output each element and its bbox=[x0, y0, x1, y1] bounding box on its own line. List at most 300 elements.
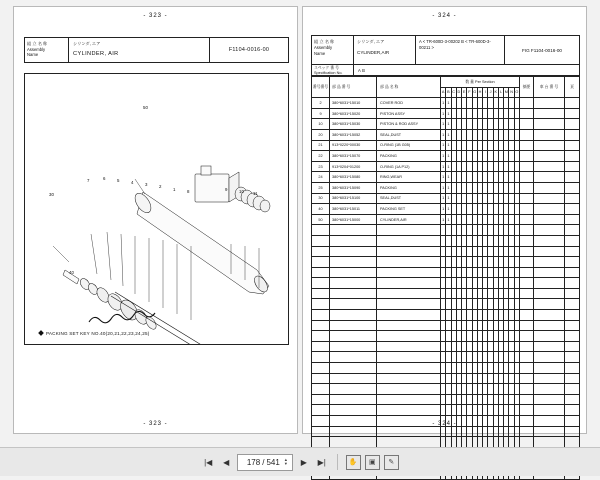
header-remarks: 摘要 bbox=[520, 77, 534, 98]
cell-serial-no bbox=[534, 140, 565, 151]
cell-part-no bbox=[330, 288, 377, 299]
last-page-button[interactable]: ▶| bbox=[317, 457, 326, 467]
cell-part-name bbox=[377, 267, 441, 278]
cell-qty-b: 1 bbox=[446, 108, 451, 119]
cell-part-no bbox=[330, 363, 377, 374]
table-row[interactable] bbox=[312, 161, 580, 172]
cell-qty-b: 1 bbox=[446, 129, 451, 140]
cell-item-no: 50 bbox=[312, 214, 330, 225]
cell-item-no: 21 bbox=[312, 140, 330, 151]
cell-item-no bbox=[312, 341, 330, 352]
cell-item-no bbox=[312, 299, 330, 310]
callout-5: 5 bbox=[117, 178, 120, 183]
cell-part-name: PISTON ASSY bbox=[377, 108, 441, 119]
cell-part-name bbox=[377, 299, 441, 310]
cell-serial-no bbox=[534, 151, 565, 162]
cell-item-no bbox=[312, 278, 330, 289]
cell-item-no bbox=[312, 267, 330, 278]
table-row-empty bbox=[312, 320, 580, 331]
cell-page bbox=[565, 384, 580, 395]
cell-remarks bbox=[520, 405, 534, 416]
cell-qty-a: 1 bbox=[441, 214, 446, 225]
table-row-empty bbox=[312, 257, 580, 268]
cell-part-name bbox=[377, 278, 441, 289]
callout-3: 3 bbox=[145, 182, 148, 187]
page-header-right: - 324 - bbox=[432, 13, 457, 19]
cell-item-no bbox=[312, 394, 330, 405]
cell-page bbox=[565, 225, 580, 236]
cell-remarks bbox=[520, 108, 534, 119]
header-qty-k: K bbox=[493, 87, 498, 98]
cell-item-no: 30 bbox=[312, 193, 330, 204]
callout-50: 50 bbox=[143, 105, 148, 110]
cell-serial-no bbox=[534, 257, 565, 268]
header-serial-no: 車 台 番 号 bbox=[534, 77, 565, 98]
specification-label: スペック 番 号 Specification No. bbox=[312, 65, 354, 75]
cell-remarks bbox=[520, 214, 534, 225]
applicability-range: A < TR-600D-3-00202 B < TR-600D-3-00211 > bbox=[416, 36, 505, 64]
table-row-empty bbox=[312, 373, 580, 384]
cell-part-no: 380*6031*15052 bbox=[330, 129, 377, 140]
cell-part-name: SEAL,DUST bbox=[377, 129, 441, 140]
assembly-title-block bbox=[24, 37, 289, 63]
cell-remarks bbox=[520, 331, 534, 342]
header-qty-e: E bbox=[462, 87, 467, 98]
exploded-diagram bbox=[24, 73, 289, 345]
cell-serial-no bbox=[534, 108, 565, 119]
cell-part-no: 913*0220*00030 bbox=[330, 140, 377, 151]
cell-page bbox=[565, 278, 580, 289]
cell-part-no: 380*6031*15090 bbox=[330, 182, 377, 193]
specification-value: A B bbox=[358, 67, 366, 73]
cell-page bbox=[565, 108, 580, 119]
table-row[interactable] bbox=[312, 140, 580, 151]
callout-2: 2 bbox=[159, 184, 162, 189]
table-row-empty bbox=[312, 405, 580, 416]
cell-part-no bbox=[330, 341, 377, 352]
header-page: 頁 bbox=[565, 77, 580, 98]
figure-number: F1104-0016-00 bbox=[228, 47, 270, 53]
next-page-button[interactable]: ▶ bbox=[300, 457, 307, 467]
cell-serial-no bbox=[534, 373, 565, 384]
cell-part-name: RING,WEAR bbox=[377, 172, 441, 183]
cell-item-no: 24 bbox=[312, 172, 330, 183]
cell-qty-a: 1 bbox=[441, 182, 446, 193]
callout-40: 40 bbox=[69, 270, 74, 275]
table-row-empty bbox=[312, 437, 580, 448]
cell-remarks bbox=[520, 98, 534, 109]
table-row[interactable] bbox=[312, 182, 580, 193]
cell-qty-b: 1 bbox=[446, 98, 451, 109]
header-qty-n: N bbox=[509, 87, 514, 98]
cell-part-no bbox=[330, 257, 377, 268]
cell-remarks bbox=[520, 161, 534, 172]
cell-page bbox=[565, 363, 580, 374]
cell-part-no: 380*6031*15000 bbox=[330, 214, 377, 225]
cell-remarks bbox=[520, 140, 534, 151]
table-row-empty bbox=[312, 299, 580, 310]
cell-page bbox=[565, 98, 580, 109]
cell-page bbox=[565, 246, 580, 257]
cell-remarks bbox=[520, 267, 534, 278]
current-page-input[interactable]: 178 bbox=[246, 457, 261, 467]
parts-table bbox=[311, 76, 580, 480]
table-row[interactable] bbox=[312, 98, 580, 109]
cell-page bbox=[565, 405, 580, 416]
cell-page bbox=[565, 129, 580, 140]
cell-item-no bbox=[312, 257, 330, 268]
callout-4: 4 bbox=[131, 180, 134, 185]
table-row-empty bbox=[312, 363, 580, 374]
cell-remarks bbox=[520, 426, 534, 437]
cell-remarks bbox=[520, 151, 534, 162]
cell-part-name bbox=[377, 331, 441, 342]
cell-remarks bbox=[520, 310, 534, 321]
cell-page bbox=[565, 299, 580, 310]
cell-serial-no bbox=[534, 299, 565, 310]
cell-item-no bbox=[312, 246, 330, 257]
table-row-empty bbox=[312, 225, 580, 236]
cell-serial-no bbox=[534, 98, 565, 109]
cell-remarks bbox=[520, 204, 534, 215]
cell-page bbox=[565, 235, 580, 246]
cell-serial-no bbox=[534, 310, 565, 321]
cell-page bbox=[565, 151, 580, 162]
cell-part-name: SEAL,DUST bbox=[377, 193, 441, 204]
header-part-name: 部 品 名 称 bbox=[377, 77, 441, 98]
cell-remarks bbox=[520, 288, 534, 299]
cell-qty-a: 1 bbox=[441, 204, 446, 215]
cell-item-no bbox=[312, 384, 330, 395]
cell-qty-b: 1 bbox=[446, 151, 451, 162]
cell-serial-no bbox=[534, 235, 565, 246]
cell-qty-b: 1 bbox=[446, 161, 451, 172]
cell-part-no bbox=[330, 310, 377, 321]
cell-part-no bbox=[330, 225, 377, 236]
cell-part-name bbox=[377, 341, 441, 352]
cell-serial-no bbox=[534, 384, 565, 395]
callout-1: 1 bbox=[173, 187, 176, 192]
cell-qty-a: 1 bbox=[441, 193, 446, 204]
cell-serial-no bbox=[534, 331, 565, 342]
total-pages-label: 541 bbox=[266, 457, 280, 467]
header-part-no: 部 品 番 号 bbox=[330, 77, 377, 98]
cell-part-name bbox=[377, 373, 441, 384]
cell-remarks bbox=[520, 394, 534, 405]
table-row-empty bbox=[312, 352, 580, 363]
figure-label-right: FIG F1104-0016-00 bbox=[521, 47, 562, 53]
page-separator: / bbox=[262, 457, 265, 467]
page-footer-right: - 324 - bbox=[432, 421, 457, 427]
cell-page bbox=[565, 352, 580, 363]
cell-part-no bbox=[330, 352, 377, 363]
table-header-row bbox=[312, 77, 580, 88]
cell-part-no bbox=[330, 405, 377, 416]
page-header-left: - 323 - bbox=[143, 13, 168, 19]
table-row-empty bbox=[312, 384, 580, 395]
cell-part-no: 380*6031*15070 bbox=[330, 151, 377, 162]
cell-part-name: PISTON & ROD ASSY bbox=[377, 119, 441, 130]
cell-page bbox=[565, 331, 580, 342]
cell-remarks bbox=[520, 235, 534, 246]
cell-part-no bbox=[330, 437, 377, 448]
header-qty-i: I bbox=[483, 87, 488, 98]
header-qty-d: D bbox=[456, 87, 461, 98]
table-row[interactable] bbox=[312, 204, 580, 215]
cell-item-no bbox=[312, 225, 330, 236]
cell-qty-b: 1 bbox=[446, 214, 451, 225]
cell-serial-no bbox=[534, 182, 565, 193]
table-row-empty bbox=[312, 341, 580, 352]
cell-serial-no bbox=[534, 405, 565, 416]
cell-page bbox=[565, 182, 580, 193]
cell-part-no: 380*6031*15100 bbox=[330, 193, 377, 204]
cell-part-name bbox=[377, 225, 441, 236]
cell-part-no bbox=[330, 278, 377, 289]
table-row[interactable] bbox=[312, 129, 580, 140]
cell-remarks bbox=[520, 172, 534, 183]
cell-part-name bbox=[377, 363, 441, 374]
cell-serial-no bbox=[534, 119, 565, 130]
cell-serial-no bbox=[534, 394, 565, 405]
bullet-icon bbox=[38, 330, 44, 336]
cell-page bbox=[565, 437, 580, 448]
callout-9: 9 bbox=[225, 187, 228, 192]
cell-part-no bbox=[330, 267, 377, 278]
page-stepper[interactable] bbox=[284, 458, 288, 466]
cell-qty-a: 1 bbox=[441, 108, 446, 119]
cell-part-name bbox=[377, 288, 441, 299]
cell-page bbox=[565, 119, 580, 130]
header-qty-h: H bbox=[477, 87, 482, 98]
select-tool-icon[interactable]: ▣ bbox=[365, 455, 380, 470]
cell-item-no: 20 bbox=[312, 129, 330, 140]
header-qty-j: J bbox=[488, 87, 493, 98]
cell-part-name bbox=[377, 426, 441, 437]
header-qty-o: O bbox=[514, 87, 519, 98]
cell-part-no: 913*0204*01200 bbox=[330, 161, 377, 172]
cell-part-name: COVER ROD bbox=[377, 98, 441, 109]
table-row[interactable] bbox=[312, 214, 580, 225]
cell-serial-no bbox=[534, 426, 565, 437]
cell-remarks bbox=[520, 119, 534, 130]
cell-remarks bbox=[520, 225, 534, 236]
assembly-name-right: シリンダ, エア CYLINDER,AIR bbox=[354, 36, 416, 64]
cell-serial-no bbox=[534, 320, 565, 331]
cell-item-no: 23 bbox=[312, 161, 330, 172]
header-qty-l: L bbox=[498, 87, 503, 98]
cell-serial-no bbox=[534, 278, 565, 289]
callout-10: 10 bbox=[239, 189, 244, 194]
callout-8: 8 bbox=[187, 189, 190, 194]
cell-remarks bbox=[520, 129, 534, 140]
previous-page-button[interactable]: ◀ bbox=[223, 457, 230, 467]
cell-part-name bbox=[377, 384, 441, 395]
cell-qty-b: 1 bbox=[446, 140, 451, 151]
cell-qty-a: 1 bbox=[441, 161, 446, 172]
table-row-empty bbox=[312, 278, 580, 289]
cell-item-no bbox=[312, 288, 330, 299]
cell-page bbox=[565, 288, 580, 299]
cell-serial-no bbox=[534, 161, 565, 172]
cell-part-name bbox=[377, 320, 441, 331]
document-page-left[interactable] bbox=[13, 6, 298, 434]
cell-item-no bbox=[312, 310, 330, 321]
cell-page bbox=[565, 214, 580, 225]
cell-part-no bbox=[330, 384, 377, 395]
cell-part-name bbox=[377, 235, 441, 246]
cell-part-name: PACKING bbox=[377, 151, 441, 162]
cell-part-no: 380*6031*15020 bbox=[330, 108, 377, 119]
cell-part-no: 380*6031*15011 bbox=[330, 204, 377, 215]
cell-remarks bbox=[520, 352, 534, 363]
stepper-down-icon[interactable]: ▼ bbox=[283, 461, 288, 466]
cell-item-no bbox=[312, 235, 330, 246]
cell-qty-a: 1 bbox=[441, 172, 446, 183]
cell-page bbox=[565, 394, 580, 405]
cell-remarks bbox=[520, 278, 534, 289]
cell-qty-b: 1 bbox=[446, 193, 451, 204]
cell-item-no: 2 bbox=[312, 98, 330, 109]
cell-serial-no bbox=[534, 214, 565, 225]
cell-part-no: 380*6031*15010 bbox=[330, 98, 377, 109]
callout-11: 11 bbox=[253, 191, 258, 196]
cell-item-no bbox=[312, 320, 330, 331]
cell-item-no: 40 bbox=[312, 204, 330, 215]
cell-qty-b: 1 bbox=[446, 182, 451, 193]
cell-page bbox=[565, 426, 580, 437]
cell-part-name bbox=[377, 352, 441, 363]
header-qty-g: G bbox=[472, 87, 477, 98]
header-qty-group: 数 量 Per Section bbox=[441, 77, 520, 88]
cell-remarks bbox=[520, 373, 534, 384]
cell-serial-no bbox=[534, 129, 565, 140]
cell-item-no: 22 bbox=[312, 151, 330, 162]
table-row-empty bbox=[312, 288, 580, 299]
assembly-label: 組 立 名 称 Assembly Name bbox=[25, 38, 69, 62]
header-qty-a: A bbox=[441, 87, 446, 98]
cell-part-name: PACKING bbox=[377, 182, 441, 193]
cell-item-no: 10 bbox=[312, 119, 330, 130]
table-row[interactable] bbox=[312, 108, 580, 119]
cell-serial-no bbox=[534, 246, 565, 257]
packing-set-note: PACKING SET KEY NO.40(20,21,22,23,24,25) bbox=[39, 331, 150, 336]
cell-qty-b: 1 bbox=[446, 204, 451, 215]
cell-part-no bbox=[330, 246, 377, 257]
cell-part-name bbox=[377, 405, 441, 416]
cell-page bbox=[565, 341, 580, 352]
header-qty-b: B bbox=[446, 87, 451, 98]
first-page-button[interactable]: |◀ bbox=[204, 457, 213, 467]
cell-serial-no bbox=[534, 172, 565, 183]
cell-qty-a: 1 bbox=[441, 119, 446, 130]
cell-item-no bbox=[312, 352, 330, 363]
table-row-empty bbox=[312, 331, 580, 342]
cell-page bbox=[565, 172, 580, 183]
cell-qty-a: 1 bbox=[441, 129, 446, 140]
table-row[interactable] bbox=[312, 172, 580, 183]
cell-serial-no bbox=[534, 193, 565, 204]
cell-remarks bbox=[520, 246, 534, 257]
cell-page bbox=[565, 204, 580, 215]
cell-part-no bbox=[330, 331, 377, 342]
cell-qty-b: 1 bbox=[446, 172, 451, 183]
cell-page bbox=[565, 161, 580, 172]
cell-part-no bbox=[330, 320, 377, 331]
cell-serial-no bbox=[534, 204, 565, 215]
cell-part-no bbox=[330, 235, 377, 246]
cell-item-no bbox=[312, 363, 330, 374]
cell-part-name bbox=[377, 437, 441, 448]
header-item-no: 番号番号 bbox=[312, 77, 330, 98]
document-page-right[interactable] bbox=[302, 6, 587, 434]
cell-item-no bbox=[312, 405, 330, 416]
table-row-empty bbox=[312, 426, 580, 437]
callout-6: 6 bbox=[103, 176, 106, 181]
cell-qty-b: 1 bbox=[446, 119, 451, 130]
cell-part-no bbox=[330, 373, 377, 384]
cell-serial-no bbox=[534, 267, 565, 278]
cell-remarks bbox=[520, 437, 534, 448]
callout-7: 7 bbox=[87, 178, 90, 183]
cell-remarks bbox=[520, 257, 534, 268]
cell-page bbox=[565, 310, 580, 321]
cell-item-no bbox=[312, 437, 330, 448]
toolbar-divider bbox=[337, 454, 338, 470]
table-row-empty bbox=[312, 310, 580, 321]
cell-remarks bbox=[520, 193, 534, 204]
cell-item-no: 25 bbox=[312, 182, 330, 193]
cell-page bbox=[565, 373, 580, 384]
table-row-empty bbox=[312, 394, 580, 405]
cell-qty-a: 1 bbox=[441, 140, 446, 151]
cell-serial-no bbox=[534, 437, 565, 448]
cell-serial-no bbox=[534, 341, 565, 352]
cell-item-no: 9 bbox=[312, 108, 330, 119]
cell-part-no bbox=[330, 394, 377, 405]
table-row-empty bbox=[312, 267, 580, 278]
cell-page bbox=[565, 257, 580, 268]
cell-qty-a: 1 bbox=[441, 98, 446, 109]
cell-serial-no bbox=[534, 352, 565, 363]
note-tool-icon[interactable]: ✎ bbox=[384, 455, 399, 470]
cell-qty-a: 1 bbox=[441, 151, 446, 162]
page-number-field[interactable] bbox=[237, 454, 293, 471]
specification-row bbox=[311, 65, 580, 76]
cell-page bbox=[565, 320, 580, 331]
cell-remarks bbox=[520, 299, 534, 310]
hand-tool-icon[interactable]: ✋ bbox=[346, 455, 361, 470]
cell-part-name bbox=[377, 394, 441, 405]
stepper-up-icon[interactable]: ▲ bbox=[283, 457, 288, 462]
table-row-empty bbox=[312, 246, 580, 257]
cell-serial-no bbox=[534, 225, 565, 236]
table-row[interactable] bbox=[312, 151, 580, 162]
cell-part-name: PACKING SET bbox=[377, 204, 441, 215]
parts-title-block bbox=[311, 35, 580, 65]
table-row-empty bbox=[312, 235, 580, 246]
table-row[interactable] bbox=[312, 119, 580, 130]
cell-item-no bbox=[312, 426, 330, 437]
table-row[interactable] bbox=[312, 193, 580, 204]
cell-page bbox=[565, 267, 580, 278]
cell-serial-no bbox=[534, 363, 565, 374]
cell-page bbox=[565, 193, 580, 204]
cell-remarks bbox=[520, 384, 534, 395]
cell-part-no bbox=[330, 299, 377, 310]
cell-part-no: 380*6031*15080 bbox=[330, 172, 377, 183]
cell-remarks bbox=[520, 363, 534, 374]
